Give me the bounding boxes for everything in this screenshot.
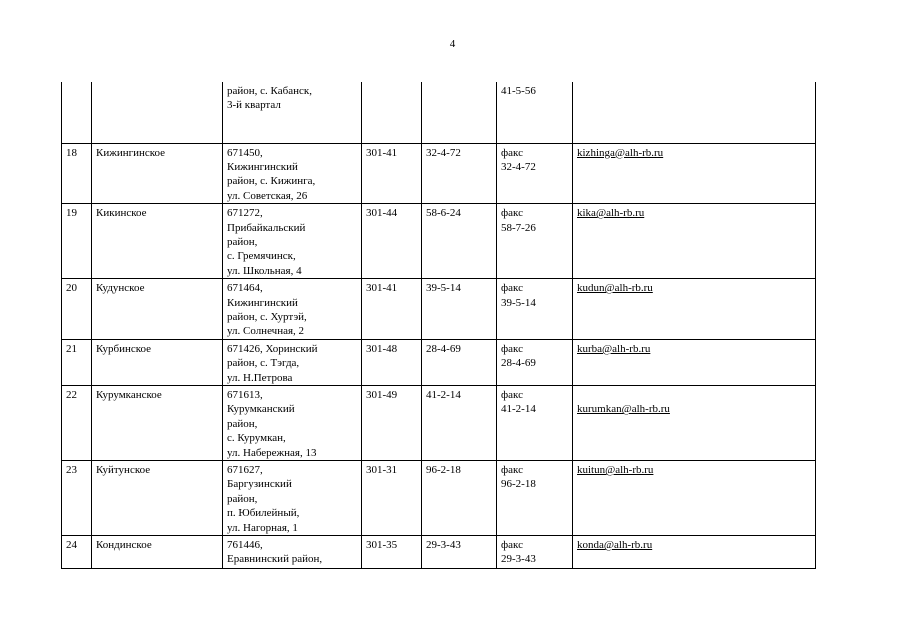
cell-name: Кудунское (92, 279, 223, 340)
fax-line: 29-3-43 (501, 553, 536, 566)
cell-fax (497, 339, 573, 385)
cell-num: 21 (62, 339, 92, 385)
address-line: 671613, (227, 389, 263, 401)
address-line: ул. Набережная, 13 (227, 446, 317, 459)
cell-phone: 41-2-14 (422, 386, 497, 461)
cell-num: 23 (62, 461, 92, 536)
cell-address (223, 143, 362, 204)
address-line: 671450, (227, 146, 263, 159)
address-line: район, (227, 235, 258, 248)
cell-num: 18 (62, 143, 92, 204)
cell-fax (497, 461, 573, 536)
cell-email (573, 143, 816, 204)
address-line: Курумканский (227, 403, 295, 416)
fax-line: 39-5-14 (501, 296, 536, 309)
cell-fax (497, 386, 573, 461)
cell-phone: 58-6-24 (422, 204, 497, 279)
cell-email (573, 536, 816, 569)
fax-line: 58-7-26 (501, 221, 536, 234)
cell-num: 20 (62, 279, 92, 340)
fax-line: 96-2-18 (501, 478, 536, 491)
address-line: 671464, (227, 282, 263, 295)
address-line: район, (227, 492, 258, 505)
cell-code (362, 82, 422, 143)
email-link[interactable]: kudun@alh-rb.ru (577, 282, 653, 295)
page-number: 4 (449, 38, 456, 50)
fax-line: факс (501, 342, 523, 355)
cell-address (223, 279, 362, 340)
fax-line: факс (501, 389, 523, 401)
address-line: п. Юбилейный, (227, 507, 300, 520)
cell-email (573, 386, 816, 461)
fax-line: 41-5-56 (501, 85, 536, 97)
email-link[interactable]: kurba@alh-rb.ru (577, 342, 651, 355)
address-line: Кижингинский (227, 296, 298, 309)
fax-line: 41-2-14 (501, 403, 536, 416)
cell-address (223, 461, 362, 536)
cell-address (223, 339, 362, 385)
cell-phone: 29-3-43 (422, 536, 497, 569)
email-link[interactable]: kika@alh-rb.ru (577, 207, 645, 220)
cell-name: Курбинское (92, 339, 223, 385)
cell-name: Курумканское (92, 386, 223, 461)
table-row (62, 279, 816, 340)
address-line: ул. Солнечная, 2 (227, 325, 305, 338)
table-row (62, 143, 816, 204)
address-line: с. Курумкан, (227, 432, 286, 445)
fax-line: факс (501, 539, 523, 552)
cell-email (573, 461, 816, 536)
address-line: ул. Нагорная, 1 (227, 521, 298, 534)
cell-name (92, 82, 223, 143)
address-line: 671272, (227, 207, 263, 220)
address-line: ул. Н.Петрова (227, 371, 293, 384)
cell-fax (497, 536, 573, 569)
cell-phone: 28-4-69 (422, 339, 497, 385)
cell-fax (497, 82, 573, 143)
fax-line: факс (501, 282, 523, 295)
address-line: Баргузинский (227, 478, 292, 491)
address-line: ул. Советская, 26 (227, 189, 308, 202)
email-link[interactable]: konda@alh-rb.ru (577, 539, 653, 552)
cell-email (573, 204, 816, 279)
cell-phone: 96-2-18 (422, 461, 497, 536)
cell-email (573, 339, 816, 385)
cell-code: 301-41 (362, 279, 422, 340)
email-link[interactable]: kizhinga@alh-rb.ru (577, 146, 664, 159)
address-line: район, (227, 417, 258, 430)
fax-line: факс (501, 464, 523, 477)
address-line: с. Гремячинск, (227, 250, 296, 263)
cell-email (573, 82, 816, 143)
address-line: Кижингинский (227, 160, 298, 173)
cell-code: 301-41 (362, 143, 422, 204)
fax-line: 32-4-72 (501, 160, 536, 173)
address-line: район, с. Кабанск, (227, 85, 312, 97)
cell-address (223, 386, 362, 461)
cell-code: 301-48 (362, 339, 422, 385)
cell-address (223, 536, 362, 569)
cell-fax (497, 279, 573, 340)
cell-fax (497, 143, 573, 204)
cell-num (62, 82, 92, 143)
cell-name: Кикинское (92, 204, 223, 279)
cell-code: 301-49 (362, 386, 422, 461)
table-row (62, 204, 816, 279)
email-link[interactable]: kuitun@alh-rb.ru (577, 464, 654, 477)
address-line: Еравнинский район, (227, 553, 323, 566)
cell-num: 22 (62, 386, 92, 461)
address-line: 3-й квартал (227, 99, 281, 112)
cell-name: Куйтунское (92, 461, 223, 536)
cell-phone: 32-4-72 (422, 143, 497, 204)
cell-num: 19 (62, 204, 92, 279)
cell-code: 301-44 (362, 204, 422, 279)
fax-line: факс (501, 146, 523, 159)
address-line: район, с. Кижинга, (227, 175, 316, 188)
address-line: ул. Школьная, 4 (227, 264, 302, 277)
cell-code: 301-31 (362, 461, 422, 536)
forestry-contacts-table (61, 82, 816, 569)
spacer (577, 388, 811, 402)
cell-fax (497, 204, 573, 279)
address-line: Прибайкальский (227, 221, 306, 234)
table-row (62, 536, 816, 569)
address-line: 761446, (227, 539, 263, 552)
table-row (62, 339, 816, 385)
address-line: 671426, Хоринский (227, 342, 318, 355)
table-row (62, 461, 816, 536)
cell-num: 24 (62, 536, 92, 569)
cell-name: Кондинское (92, 536, 223, 569)
email-link[interactable]: kurumkan@alh-rb.ru (577, 403, 670, 416)
cell-address (223, 204, 362, 279)
table-row (62, 386, 816, 461)
address-line: район, с. Тэгда, (227, 357, 300, 370)
cell-code: 301-35 (362, 536, 422, 569)
cell-email (573, 279, 816, 340)
cell-address (223, 82, 362, 143)
cell-phone (422, 82, 497, 143)
fax-line: факс (501, 207, 523, 220)
address-line: район, с. Хуртэй, (227, 310, 307, 323)
table-row-continuation (62, 82, 816, 143)
address-line: 671627, (227, 464, 263, 477)
cell-name: Кижингинское (92, 143, 223, 204)
cell-phone: 39-5-14 (422, 279, 497, 340)
fax-line: 28-4-69 (501, 357, 536, 370)
